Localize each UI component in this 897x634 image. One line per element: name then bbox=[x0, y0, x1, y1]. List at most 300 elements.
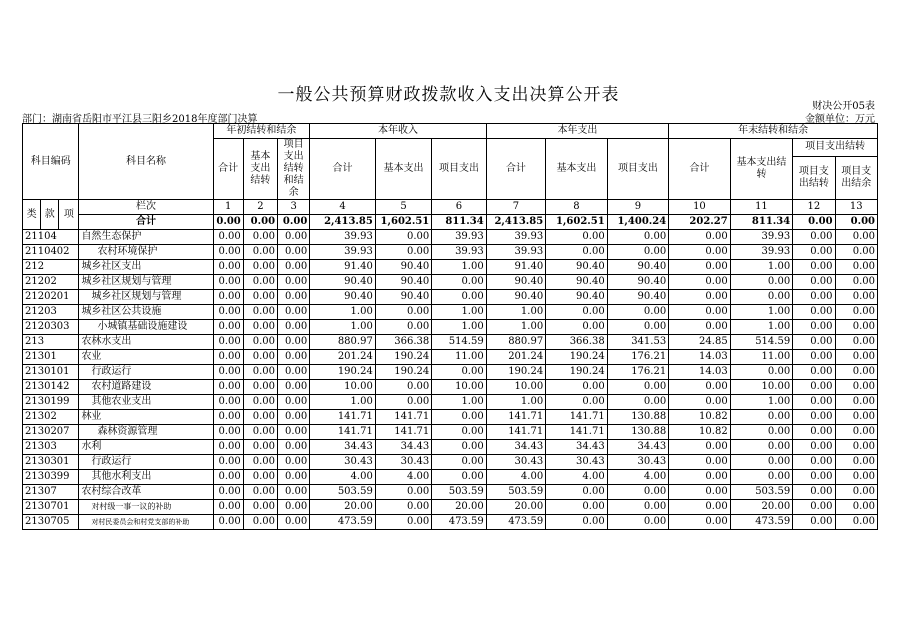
value-cell: 0.00 bbox=[835, 350, 877, 365]
value-cell: 0.00 bbox=[669, 470, 731, 485]
subject-code-cell: 2130207 bbox=[23, 425, 79, 440]
value-cell: 20.00 bbox=[486, 500, 545, 515]
total-cell: 1,602.51 bbox=[546, 215, 608, 230]
value-cell: 10.82 bbox=[669, 425, 731, 440]
value-cell: 190.24 bbox=[375, 365, 431, 380]
value-cell: 0.00 bbox=[243, 425, 277, 440]
total-cell: 1,400.24 bbox=[607, 215, 669, 230]
value-cell: 4.00 bbox=[607, 470, 669, 485]
subject-name-cell: 水利 bbox=[79, 440, 213, 455]
header-end-basic: 基本支出结转 bbox=[730, 139, 793, 200]
header-lei: 类 bbox=[23, 200, 41, 230]
value-cell: 0.00 bbox=[669, 515, 731, 530]
value-cell: 1.00 bbox=[432, 320, 486, 335]
value-cell: 190.24 bbox=[486, 365, 545, 380]
value-cell: 190.24 bbox=[310, 365, 376, 380]
value-cell: 0.00 bbox=[669, 245, 731, 260]
value-cell: 39.93 bbox=[432, 245, 486, 260]
value-cell: 0.00 bbox=[213, 260, 243, 275]
value-cell: 0.00 bbox=[835, 380, 877, 395]
total-row bbox=[23, 215, 878, 230]
header-end-project-carry: 项目支出结转 bbox=[793, 156, 835, 199]
value-cell: 0.00 bbox=[546, 485, 608, 500]
header-income-total: 合计 bbox=[310, 139, 376, 200]
value-cell: 0.00 bbox=[835, 425, 877, 440]
value-cell: 0.00 bbox=[243, 470, 277, 485]
header-income-group: 本年收入 bbox=[310, 124, 486, 139]
value-cell: 0.00 bbox=[278, 515, 310, 530]
value-cell: 0.00 bbox=[793, 425, 835, 440]
value-cell: 90.40 bbox=[486, 275, 545, 290]
value-cell: 0.00 bbox=[243, 395, 277, 410]
value-cell: 0.00 bbox=[730, 410, 793, 425]
subject-code-cell: 212 bbox=[23, 260, 79, 275]
value-cell: 90.40 bbox=[607, 290, 669, 305]
value-cell: 0.00 bbox=[278, 440, 310, 455]
value-cell: 0.00 bbox=[213, 380, 243, 395]
subject-name-cell: 农村综合改革 bbox=[79, 485, 213, 500]
value-cell: 0.00 bbox=[278, 425, 310, 440]
value-cell: 0.00 bbox=[669, 260, 731, 275]
header-end-total: 合计 bbox=[669, 139, 731, 200]
value-cell: 0.00 bbox=[243, 500, 277, 515]
value-cell: 0.00 bbox=[213, 245, 243, 260]
value-cell: 880.97 bbox=[486, 335, 545, 350]
table-row bbox=[23, 335, 878, 350]
value-cell: 0.00 bbox=[432, 410, 486, 425]
total-cell: 0.00 bbox=[243, 215, 277, 230]
value-cell: 0.00 bbox=[669, 275, 731, 290]
col-num: 9 bbox=[607, 200, 669, 215]
subject-code-cell: 21202 bbox=[23, 275, 79, 290]
value-cell: 0.00 bbox=[793, 365, 835, 380]
table-row bbox=[23, 485, 878, 500]
header-xiang: 项 bbox=[59, 200, 79, 230]
table-body bbox=[23, 230, 878, 530]
form-code: 财决公开05表 bbox=[812, 101, 875, 112]
subject-name-cell: 小城镇基础设施建设 bbox=[79, 320, 213, 335]
value-cell: 0.00 bbox=[669, 485, 731, 500]
value-cell: 1.00 bbox=[310, 320, 376, 335]
total-cell: 0.00 bbox=[793, 215, 835, 230]
value-cell: 0.00 bbox=[213, 500, 243, 515]
value-cell: 0.00 bbox=[835, 275, 877, 290]
unit-label: 金额单位：万元 bbox=[805, 114, 875, 125]
value-cell: 0.00 bbox=[375, 245, 431, 260]
value-cell: 0.00 bbox=[375, 305, 431, 320]
value-cell: 0.00 bbox=[213, 305, 243, 320]
subject-code-cell: 21203 bbox=[23, 305, 79, 320]
value-cell: 39.93 bbox=[730, 245, 793, 260]
value-cell: 0.00 bbox=[669, 455, 731, 470]
value-cell: 0.00 bbox=[607, 485, 669, 500]
value-cell: 0.00 bbox=[375, 320, 431, 335]
col-num: 12 bbox=[793, 200, 835, 215]
col-num: 10 bbox=[669, 200, 731, 215]
value-cell: 0.00 bbox=[793, 245, 835, 260]
value-cell: 0.00 bbox=[793, 335, 835, 350]
col-num: 4 bbox=[310, 200, 376, 215]
header-lanci: 栏次 bbox=[79, 200, 213, 215]
value-cell: 0.00 bbox=[243, 440, 277, 455]
value-cell: 0.00 bbox=[375, 485, 431, 500]
table-row bbox=[23, 230, 878, 245]
subject-name-cell: 城乡社区规划与管理 bbox=[79, 290, 213, 305]
value-cell: 0.00 bbox=[213, 515, 243, 530]
value-cell: 0.00 bbox=[669, 380, 731, 395]
value-cell: 0.00 bbox=[213, 410, 243, 425]
value-cell: 1.00 bbox=[310, 305, 376, 320]
value-cell: 503.59 bbox=[730, 485, 793, 500]
value-cell: 473.59 bbox=[432, 515, 486, 530]
value-cell: 0.00 bbox=[793, 470, 835, 485]
value-cell: 0.00 bbox=[793, 290, 835, 305]
subject-code-cell: 21303 bbox=[23, 440, 79, 455]
total-cell: 811.34 bbox=[730, 215, 793, 230]
value-cell: 0.00 bbox=[793, 515, 835, 530]
value-cell: 39.93 bbox=[486, 230, 545, 245]
value-cell: 0.00 bbox=[793, 500, 835, 515]
value-cell: 0.00 bbox=[835, 470, 877, 485]
subject-name-cell: 城乡社区支出 bbox=[79, 260, 213, 275]
value-cell: 0.00 bbox=[835, 260, 877, 275]
value-cell: 0.00 bbox=[375, 395, 431, 410]
value-cell: 0.00 bbox=[213, 320, 243, 335]
value-cell: 0.00 bbox=[835, 485, 877, 500]
value-cell: 0.00 bbox=[835, 305, 877, 320]
value-cell: 39.93 bbox=[310, 245, 376, 260]
value-cell: 90.40 bbox=[546, 260, 608, 275]
total-cell: 0.00 bbox=[213, 215, 243, 230]
value-cell: 0.00 bbox=[243, 305, 277, 320]
value-cell: 0.00 bbox=[607, 305, 669, 320]
header-end-group: 年末结转和结余 bbox=[669, 124, 878, 139]
value-cell: 0.00 bbox=[546, 380, 608, 395]
value-cell: 141.71 bbox=[375, 425, 431, 440]
value-cell: 0.00 bbox=[669, 395, 731, 410]
subject-code-cell: 2130301 bbox=[23, 455, 79, 470]
col-num: 11 bbox=[730, 200, 793, 215]
value-cell: 1.00 bbox=[486, 320, 545, 335]
value-cell: 514.59 bbox=[432, 335, 486, 350]
value-cell: 10.00 bbox=[432, 380, 486, 395]
value-cell: 1.00 bbox=[486, 395, 545, 410]
value-cell: 0.00 bbox=[243, 485, 277, 500]
value-cell: 0.00 bbox=[669, 290, 731, 305]
header-kuan: 款 bbox=[41, 200, 59, 230]
value-cell: 141.71 bbox=[310, 425, 376, 440]
value-cell: 0.00 bbox=[607, 515, 669, 530]
value-cell: 0.00 bbox=[278, 305, 310, 320]
subject-code-cell: 2120201 bbox=[23, 290, 79, 305]
subject-name-cell: 城乡社区规划与管理 bbox=[79, 275, 213, 290]
value-cell: 0.00 bbox=[835, 500, 877, 515]
value-cell: 1.00 bbox=[432, 395, 486, 410]
value-cell: 141.71 bbox=[486, 410, 545, 425]
table-row bbox=[23, 380, 878, 395]
value-cell: 0.00 bbox=[835, 440, 877, 455]
value-cell: 1.00 bbox=[730, 320, 793, 335]
value-cell: 0.00 bbox=[835, 455, 877, 470]
value-cell: 0.00 bbox=[213, 470, 243, 485]
value-cell: 0.00 bbox=[243, 275, 277, 290]
value-cell: 91.40 bbox=[486, 260, 545, 275]
value-cell: 0.00 bbox=[278, 380, 310, 395]
value-cell: 190.24 bbox=[546, 365, 608, 380]
value-cell: 503.59 bbox=[310, 485, 376, 500]
value-cell: 0.00 bbox=[607, 230, 669, 245]
value-cell: 24.85 bbox=[669, 335, 731, 350]
value-cell: 90.40 bbox=[546, 290, 608, 305]
value-cell: 0.00 bbox=[607, 500, 669, 515]
value-cell: 30.43 bbox=[375, 455, 431, 470]
value-cell: 0.00 bbox=[243, 260, 277, 275]
value-cell: 176.21 bbox=[607, 365, 669, 380]
value-cell: 0.00 bbox=[835, 365, 877, 380]
value-cell: 880.97 bbox=[310, 335, 376, 350]
total-cell: 0.00 bbox=[835, 215, 877, 230]
value-cell: 0.00 bbox=[278, 275, 310, 290]
value-cell: 0.00 bbox=[432, 470, 486, 485]
value-cell: 0.00 bbox=[278, 245, 310, 260]
total-label: 合计 bbox=[79, 215, 213, 230]
value-cell: 20.00 bbox=[432, 500, 486, 515]
value-cell: 0.00 bbox=[793, 320, 835, 335]
subject-code-cell: 213 bbox=[23, 335, 79, 350]
value-cell: 90.40 bbox=[607, 260, 669, 275]
page-title: 一般公共预算财政拨款收入支出决算公开表 bbox=[277, 85, 620, 105]
header-expense-group: 本年支出 bbox=[486, 124, 668, 139]
header-expense-project: 项目支出 bbox=[607, 139, 669, 200]
value-cell: 0.00 bbox=[730, 290, 793, 305]
value-cell: 0.00 bbox=[669, 500, 731, 515]
value-cell: 0.00 bbox=[669, 320, 731, 335]
total-cell: 2,413.85 bbox=[310, 215, 376, 230]
subject-name-cell: 其他水利支出 bbox=[79, 470, 213, 485]
value-cell: 0.00 bbox=[607, 380, 669, 395]
budget-table bbox=[22, 123, 878, 530]
value-cell: 473.59 bbox=[310, 515, 376, 530]
value-cell: 0.00 bbox=[835, 290, 877, 305]
table-row bbox=[23, 365, 878, 380]
value-cell: 0.00 bbox=[669, 440, 731, 455]
value-cell: 30.43 bbox=[546, 455, 608, 470]
value-cell: 0.00 bbox=[793, 305, 835, 320]
col-num: 13 bbox=[835, 200, 877, 215]
value-cell: 473.59 bbox=[486, 515, 545, 530]
subject-code-cell: 21301 bbox=[23, 350, 79, 365]
value-cell: 201.24 bbox=[486, 350, 545, 365]
col-num: 5 bbox=[375, 200, 431, 215]
value-cell: 0.00 bbox=[793, 455, 835, 470]
value-cell: 0.00 bbox=[793, 230, 835, 245]
subject-code-cell: 2130701 bbox=[23, 500, 79, 515]
value-cell: 0.00 bbox=[278, 410, 310, 425]
value-cell: 473.59 bbox=[730, 515, 793, 530]
value-cell: 0.00 bbox=[213, 485, 243, 500]
header-begin-total: 合计 bbox=[213, 139, 243, 200]
subject-code-cell: 2130399 bbox=[23, 470, 79, 485]
table-row bbox=[23, 470, 878, 485]
value-cell: 0.00 bbox=[546, 515, 608, 530]
subject-name-cell: 农林水支出 bbox=[79, 335, 213, 350]
value-cell: 0.00 bbox=[546, 500, 608, 515]
value-cell: 0.00 bbox=[278, 320, 310, 335]
value-cell: 4.00 bbox=[310, 470, 376, 485]
value-cell: 39.93 bbox=[486, 245, 545, 260]
value-cell: 0.00 bbox=[243, 455, 277, 470]
value-cell: 0.00 bbox=[278, 395, 310, 410]
value-cell: 0.00 bbox=[793, 260, 835, 275]
value-cell: 1.00 bbox=[310, 395, 376, 410]
header-income-basic: 基本支出 bbox=[375, 139, 431, 200]
header-begin-basic: 基本支出结转 bbox=[243, 139, 277, 200]
value-cell: 0.00 bbox=[546, 245, 608, 260]
value-cell: 0.00 bbox=[546, 305, 608, 320]
value-cell: 0.00 bbox=[375, 230, 431, 245]
value-cell: 14.03 bbox=[669, 350, 731, 365]
subject-code-cell: 21307 bbox=[23, 485, 79, 500]
table-row bbox=[23, 515, 878, 530]
value-cell: 0.00 bbox=[278, 335, 310, 350]
value-cell: 141.71 bbox=[486, 425, 545, 440]
subject-name-cell: 森林资源管理 bbox=[79, 425, 213, 440]
value-cell: 0.00 bbox=[243, 245, 277, 260]
subject-name-cell: 农村环境保护 bbox=[79, 245, 213, 260]
subject-name-cell: 农村道路建设 bbox=[79, 380, 213, 395]
value-cell: 0.00 bbox=[607, 245, 669, 260]
value-cell: 0.00 bbox=[730, 275, 793, 290]
value-cell: 0.00 bbox=[793, 350, 835, 365]
value-cell: 90.40 bbox=[375, 275, 431, 290]
subject-name-cell: 农业 bbox=[79, 350, 213, 365]
value-cell: 90.40 bbox=[607, 275, 669, 290]
value-cell: 0.00 bbox=[213, 290, 243, 305]
value-cell: 0.00 bbox=[432, 425, 486, 440]
subject-name-cell: 对村级一事一议的补助 bbox=[79, 500, 213, 515]
value-cell: 0.00 bbox=[243, 230, 277, 245]
value-cell: 0.00 bbox=[669, 305, 731, 320]
value-cell: 4.00 bbox=[486, 470, 545, 485]
table-row bbox=[23, 425, 878, 440]
table-row bbox=[23, 440, 878, 455]
header-project-sub-group: 项目支出结转 bbox=[793, 139, 878, 157]
value-cell: 0.00 bbox=[835, 245, 877, 260]
value-cell: 366.38 bbox=[546, 335, 608, 350]
subject-name-cell: 对村民委员会和村党支部的补助 bbox=[79, 515, 213, 530]
value-cell: 0.00 bbox=[375, 515, 431, 530]
value-cell: 10.00 bbox=[730, 380, 793, 395]
value-cell: 0.00 bbox=[213, 440, 243, 455]
value-cell: 1.00 bbox=[486, 305, 545, 320]
value-cell: 0.00 bbox=[669, 230, 731, 245]
value-cell: 34.43 bbox=[607, 440, 669, 455]
value-cell: 0.00 bbox=[730, 470, 793, 485]
value-cell: 0.00 bbox=[375, 500, 431, 515]
value-cell: 0.00 bbox=[243, 290, 277, 305]
value-cell: 1.00 bbox=[730, 260, 793, 275]
table-row bbox=[23, 350, 878, 365]
subject-code-cell: 21302 bbox=[23, 410, 79, 425]
value-cell: 0.00 bbox=[243, 365, 277, 380]
table-row bbox=[23, 290, 878, 305]
value-cell: 34.43 bbox=[486, 440, 545, 455]
value-cell: 0.00 bbox=[278, 365, 310, 380]
value-cell: 0.00 bbox=[375, 380, 431, 395]
value-cell: 0.00 bbox=[213, 425, 243, 440]
value-cell: 10.82 bbox=[669, 410, 731, 425]
header-subject-name: 科目名称 bbox=[79, 124, 213, 200]
value-cell: 0.00 bbox=[278, 230, 310, 245]
subject-code-cell: 21104 bbox=[23, 230, 79, 245]
value-cell: 0.00 bbox=[243, 335, 277, 350]
subject-name-cell: 其他农业支出 bbox=[79, 395, 213, 410]
value-cell: 0.00 bbox=[432, 365, 486, 380]
col-num: 8 bbox=[546, 200, 608, 215]
value-cell: 30.43 bbox=[607, 455, 669, 470]
value-cell: 141.71 bbox=[546, 410, 608, 425]
value-cell: 0.00 bbox=[213, 335, 243, 350]
subject-name-cell: 行政运行 bbox=[79, 455, 213, 470]
subject-code-cell: 2120303 bbox=[23, 320, 79, 335]
table-row bbox=[23, 395, 878, 410]
value-cell: 0.00 bbox=[213, 365, 243, 380]
value-cell: 30.43 bbox=[310, 455, 376, 470]
value-cell: 90.40 bbox=[375, 260, 431, 275]
value-cell: 0.00 bbox=[432, 290, 486, 305]
total-cell: 1,602.51 bbox=[375, 215, 431, 230]
value-cell: 0.00 bbox=[793, 485, 835, 500]
header-expense-basic: 基本支出 bbox=[546, 139, 608, 200]
value-cell: 0.00 bbox=[546, 230, 608, 245]
value-cell: 503.59 bbox=[486, 485, 545, 500]
value-cell: 0.00 bbox=[278, 260, 310, 275]
value-cell: 34.43 bbox=[546, 440, 608, 455]
value-cell: 1.00 bbox=[730, 395, 793, 410]
header-subject-code: 科目编码 bbox=[23, 124, 79, 200]
header-begin-project: 项目支出结转和结余 bbox=[278, 139, 310, 200]
value-cell: 0.00 bbox=[213, 275, 243, 290]
value-cell: 20.00 bbox=[730, 500, 793, 515]
value-cell: 0.00 bbox=[278, 470, 310, 485]
value-cell: 0.00 bbox=[546, 395, 608, 410]
department-label: 部门：湖南省岳阳市平江县三阳乡2018年度部门决算 bbox=[22, 114, 258, 125]
subject-code-cell: 2130199 bbox=[23, 395, 79, 410]
header-begin-group: 年初结转和结余 bbox=[213, 124, 310, 139]
table-row bbox=[23, 275, 878, 290]
value-cell: 20.00 bbox=[310, 500, 376, 515]
value-cell: 1.00 bbox=[730, 305, 793, 320]
value-cell: 11.00 bbox=[730, 350, 793, 365]
value-cell: 4.00 bbox=[546, 470, 608, 485]
value-cell: 0.00 bbox=[278, 290, 310, 305]
total-cell: 811.34 bbox=[432, 215, 486, 230]
value-cell: 10.00 bbox=[486, 380, 545, 395]
value-cell: 90.40 bbox=[310, 275, 376, 290]
value-cell: 0.00 bbox=[607, 395, 669, 410]
value-cell: 90.40 bbox=[375, 290, 431, 305]
subject-code-cell: 2110402 bbox=[23, 245, 79, 260]
value-cell: 130.88 bbox=[607, 410, 669, 425]
value-cell: 1.00 bbox=[432, 260, 486, 275]
value-cell: 341.53 bbox=[607, 335, 669, 350]
total-cell: 0.00 bbox=[278, 215, 310, 230]
header-expense-total: 合计 bbox=[486, 139, 545, 200]
value-cell: 366.38 bbox=[375, 335, 431, 350]
value-cell: 0.00 bbox=[793, 395, 835, 410]
value-cell: 11.00 bbox=[432, 350, 486, 365]
total-cell: 202.27 bbox=[669, 215, 731, 230]
